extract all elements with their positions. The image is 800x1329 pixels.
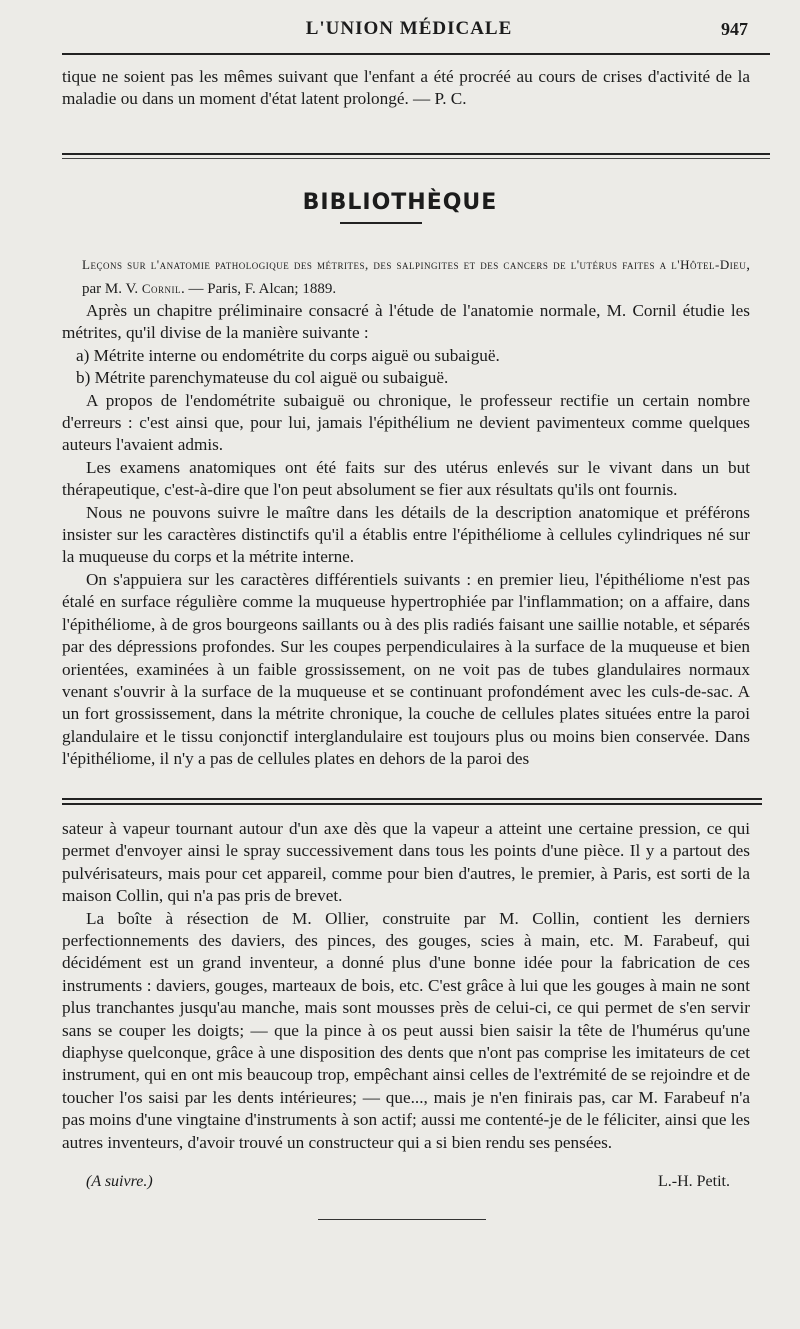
paragraph: sateur à vapeur tournant autour d'un axe dès que la vapeur a atteint une certaine pression, ce qui permet d'envoyer ainsi le spray successivement dans tous les points d'une pièce. Il y a partout des pulvérisateurs, mais pour cet appareil, comme pour bien d'autres, le premier, à Paris, est sorti de la maison Collin, qui n'a pas pris de brevet.: [62, 819, 750, 906]
book-title: Leçons sur l'anatomie pathologique des métrites, des salpingites et des cancers de l'utérus faites a l'Hôtel-Dieu: [82, 257, 747, 272]
running-header: [70, 18, 748, 48]
continued-note: (A suivre.): [86, 1173, 153, 1190]
book-reference: [82, 253, 750, 301]
feuilleton-body: [62, 818, 750, 1154]
page-number: 947: [721, 19, 748, 39]
intro-text: tique ne soient pas les mêmes suivant que l'enfant a été procréé au cours de crises d'activité de la maladie ou dans un moment d'état latent prolongé. — P. C.: [62, 67, 750, 109]
paragraph: A propos de l'endométrite subaiguë ou chronique, le professeur rectifie un certain nombre d'erreurs : c'est ainsi que, pour lui, jamais l'épithélium ne devient pavimenteux comme quelques auteurs l'avaient admis.: [62, 390, 750, 455]
journal-title: L'UNION MÉDICALE: [305, 18, 513, 39]
intro-paragraph: [62, 66, 750, 111]
paragraph: Après un chapitre préliminaire consacré à l'étude de l'anatomie normale, M. Cornil étudie les métrites, qu'il divise de la manière suivante :: [62, 301, 750, 343]
section-rule-top: [62, 153, 770, 155]
book-author: Cornil: [141, 281, 182, 296]
list-item: a) Métrite interne ou endométrite du corps aiguë ou subaiguë.: [76, 345, 500, 365]
signoff: [86, 1173, 730, 1197]
paragraph: La boîte à résection de M. Ollier, construite par M. Collin, contient les derniers perfectionnements des daviers, des pinces, des gouges, scies à main, etc. M. Farabeuf, qui décidément est un grand inventeur, a donné plus d'une bonne idée pour la fabrication de ces instruments : daviers, gouges, marteaux de bois, etc. C'est grâce à lui que les gouges à main ne sont plus tranchantes jusqu'au manche, mais sont mousses près de celui-ci, ce qui permet de s'en servir sans se couper les doigts; — que la pince à os peut aussi bien saisir la tête de l'humérus qu'une diaphyse quelconque, grâce à une disposition des dents que n'ont pas comprise les imitateurs de cet instrument, qui en ont mis beaucoup trop, empêchant ainsi celles de l'extrémité de se rejoindre et de toucher l'os saisi par les dents intérieures; — que..., mais je n'en finirais pas, car M. Farabeuf n'a pas moins d'une vingtaine d'instruments à son actif; aussi me contenté-je de le féliciter, ainsi que les autres inventeurs, d'avoir trouvé un constructeur qui a si bien rendu ses pensées.: [62, 908, 750, 1152]
author-signature: L.-H. Petit.: [658, 1173, 730, 1190]
section-rule-bottom: [62, 158, 770, 159]
header-rule: [62, 53, 770, 55]
book-publisher: . — Paris, F. Alcan; 1889.: [181, 281, 337, 297]
paragraph: Nous ne pouvons suivre le maître dans les détails de la description anatomique et préférons insister sur les caractères distinctifs qu'il a établis entre l'épithéliome à cellules cylindriques né sur la muqueuse du corps et la métrite interne.: [62, 502, 750, 567]
section-title: BIBLIOTHÈQUE: [302, 190, 498, 215]
book-author-prefix: , par M. V.: [82, 257, 750, 297]
feuilleton-rule-top: [62, 798, 762, 800]
list-item: b) Métrite parenchymateuse du col aiguë ou subaiguë.: [76, 368, 449, 388]
end-rule: [318, 1219, 486, 1220]
paragraph: Les examens anatomiques ont été faits sur des utérus enlevés sur le vivant dans un but thérapeutique, c'est-à-dire que l'on peut absolument se fier aux résultats qu'ils ont fournis.: [62, 457, 750, 500]
section-title-underline: [340, 222, 422, 224]
review-body: [62, 300, 750, 771]
feuilleton-rule-bottom: [62, 803, 762, 805]
paragraph: On s'appuiera sur les caractères différentiels suivants : en premier lieu, l'épithéliome n'est pas étalé en surface régulière comme la muqueuse hypertrophiée par l'inflammation; on a affaire, dans l'épithéliome, à de gros bourgeons saillants ou à des plis radiés faisant une saillie notable, et séparés par des dépressions profondes. Sur les coupes perpendiculaires à la surface de la muqueuse et bien orientées, examinées à un faible grossissement, on ne voit pas de tubes glandulaires normaux venant s'ouvrir à la surface de la muqueuse et se continuant profondément avec les culs-de-sac. A un fort grossissement, dans la métrite chronique, la couche de cellules plates situées entre la paroi glandulaire et le tissu conjonctif interglandulaire est toujours plus ou moins bien conservée. Dans l'épithéliome, il n'y a pas de cellules plates en dehors de la paroi des: [62, 569, 750, 769]
